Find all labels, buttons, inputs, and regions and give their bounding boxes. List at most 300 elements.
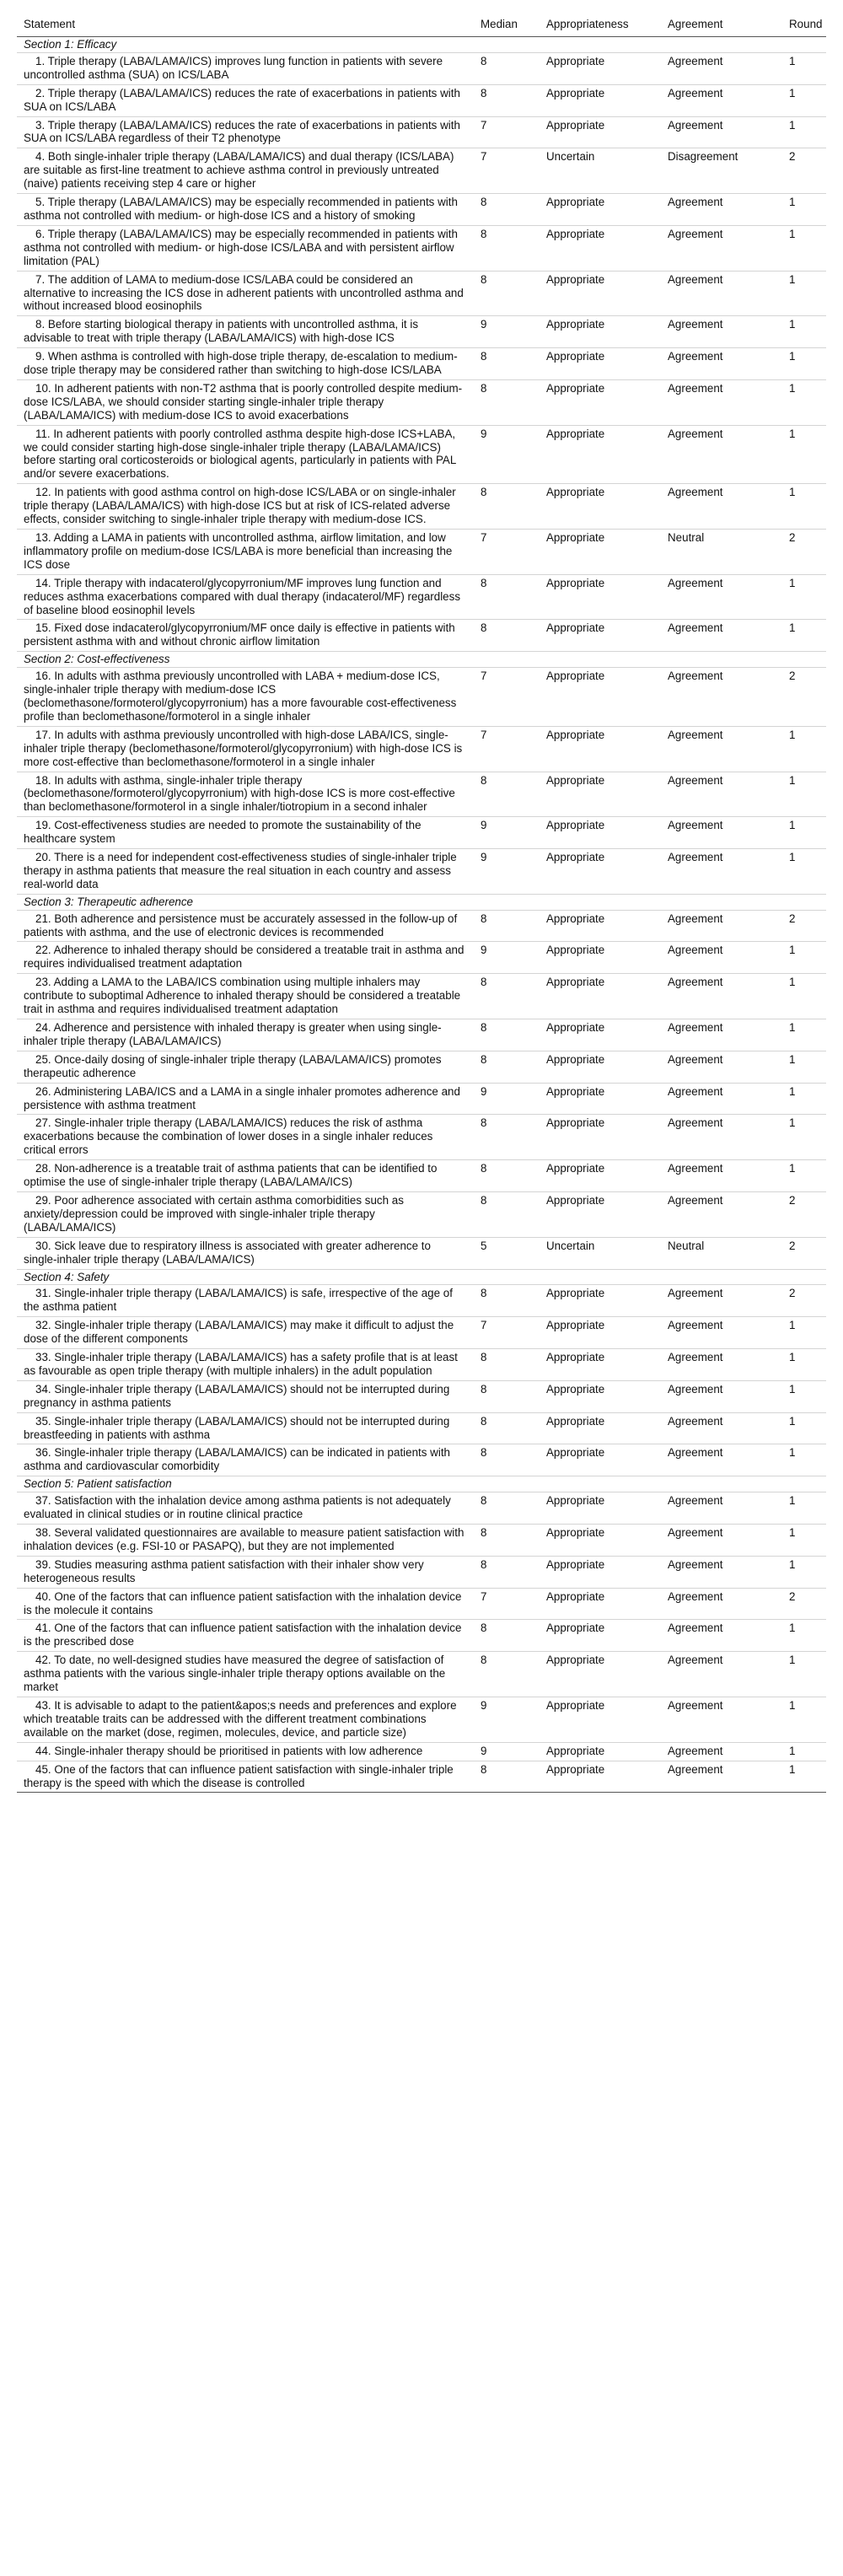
agreement-cell: Neutral [661,530,782,575]
round-cell: 1 [782,1317,826,1349]
statement-cell [17,194,474,226]
table-row [17,620,826,652]
table-row [17,1051,826,1083]
table-row [17,1620,826,1652]
round-cell: 1 [782,379,826,425]
table-row [17,194,826,226]
statement-cell [17,379,474,425]
statement-text: 6. Triple therapy (LABA/LAMA/ICS) may be especially recommended in patients with asthma not controlled with medium- or high-dose ICS/LABA and with persistent airflow limitation (PAL) [24,227,458,267]
agreement-cell: Agreement [661,1444,782,1476]
appropriateness-cell: Appropriate [540,668,661,727]
table-row [17,1349,826,1381]
table-row [17,910,826,942]
statement-cell [17,348,474,380]
table-row [17,148,826,194]
appropriateness-cell: Appropriate [540,574,661,620]
round-cell: 1 [782,1761,826,1793]
median-cell: 7 [474,530,540,575]
agreement-cell: Agreement [661,910,782,942]
statement-text: 17. In adults with asthma previously uncontrolled with high-dose LABA/ICS, single-inhaler triple therapy (beclomethasone/formoterol/glycopyrronium) with high-dose ICS is more cost-effective than beclomethasone/formoterol in a single inhaler [24,728,463,768]
appropriateness-cell: Appropriate [540,849,661,895]
statement-text: 9. When asthma is controlled with high-dose triple therapy, de-escalation to medium-dose triple therapy may be considered rather than switching to high-dose ICS/LABA [24,350,458,377]
median-cell: 8 [474,1349,540,1381]
table-row [17,348,826,380]
statement-cell [17,1525,474,1557]
header-round: Round [782,13,826,37]
statement-text: 3. Triple therapy (LABA/LAMA/ICS) reduces the rate of exacerbations in patients with SUA on ICS/LABA regardless of their T2 phenotype [24,118,460,145]
round-cell: 1 [782,52,826,84]
round-cell: 1 [782,116,826,148]
round-cell: 1 [782,1697,826,1742]
statement-cell [17,1556,474,1588]
agreement-cell: Agreement [661,1285,782,1317]
appropriateness-cell: Appropriate [540,348,661,380]
median-cell: 8 [474,1620,540,1652]
median-cell: 8 [474,620,540,652]
median-cell: 8 [474,225,540,271]
appropriateness-cell: Appropriate [540,1492,661,1525]
agreement-cell: Neutral [661,1237,782,1269]
appropriateness-cell: Appropriate [540,1742,661,1761]
statement-cell [17,1588,474,1620]
round-cell: 1 [782,974,826,1019]
round-cell: 2 [782,1285,826,1317]
statement-cell [17,1761,474,1793]
appropriateness-cell: Appropriate [540,1019,661,1051]
median-cell: 8 [474,84,540,116]
median-cell: 8 [474,52,540,84]
table-body [17,37,826,1793]
consensus-table [17,13,826,1793]
statement-cell [17,225,474,271]
agreement-cell: Agreement [661,484,782,530]
section-row [17,894,826,910]
statement-text: 8. Before starting biological therapy in patients with uncontrolled asthma, it is advisable to treat with triple therapy (LABA/LAMA/ICS) with high-dose ICS [24,318,419,345]
header-statement: Statement [17,13,474,37]
statement-text: 23. Adding a LAMA to the LABA/ICS combination using multiple inhalers may contribute to suboptimal Adherence to inhaled therapy should be considered a treatable trait in asthma and requires individualised treatment adaptation [24,976,461,1016]
round-cell: 2 [782,668,826,727]
agreement-cell: Agreement [661,1620,782,1652]
table-row [17,1237,826,1269]
round-cell: 1 [782,1556,826,1588]
section-row [17,1269,826,1285]
table-row [17,116,826,148]
median-cell: 8 [474,1652,540,1697]
round-cell: 1 [782,772,826,817]
section-title: Section 2: Cost-effectiveness [17,652,826,668]
appropriateness-cell: Appropriate [540,620,661,652]
table-row [17,1019,826,1051]
statement-cell [17,84,474,116]
statement-text: 4. Both single-inhaler triple therapy (LABA/LAMA/ICS) and dual therapy (ICS/LABA) are suitable as first-line treatment to achieve asthma control in previously untreated (naive) patients receiving step 4 care or higher [24,150,454,191]
table-row [17,574,826,620]
statement-text: 39. Studies measuring asthma patient satisfaction with their inhaler show very heterogeneous results [24,1557,424,1584]
statement-text: 33. Single-inhaler triple therapy (LABA/LAMA/ICS) has a safety profile that is at least as favourable as open triple therapy (with multiple inhalers) in the adult population [24,1351,458,1377]
table-row [17,1160,826,1192]
statement-text: 15. Fixed dose indacaterol/glycopyrronium/MF once daily is effective in patients with persistent asthma with and without chronic airflow limitation [24,621,455,648]
median-cell: 8 [474,910,540,942]
table-row [17,484,826,530]
section-row [17,652,826,668]
table-row [17,974,826,1019]
appropriateness-cell: Appropriate [540,817,661,849]
agreement-cell: Agreement [661,1761,782,1793]
appropriateness-cell: Appropriate [540,1444,661,1476]
statement-text: 22. Adherence to inhaled therapy should be considered a treatable trait in asthma and requires individualised treatment adaptation [24,944,464,971]
round-cell: 2 [782,148,826,194]
appropriateness-cell: Appropriate [540,1051,661,1083]
statement-text: 10. In adherent patients with non-T2 asthma that is poorly controlled despite medium-dose ICS/LABA, we should consider starting single-inhaler triple therapy (LABA/LAMA/ICS) with medium-dose ICS to avoid exacerbations [24,381,463,422]
agreement-cell: Agreement [661,1380,782,1412]
median-cell: 8 [474,1191,540,1237]
median-cell: 8 [474,1019,540,1051]
statement-text: 42. To date, no well-designed studies have measured the degree of satisfaction of asthma patients with the various single-inhaler triple therapy options available on the market [24,1654,446,1694]
round-cell: 2 [782,910,826,942]
table-row [17,1761,826,1793]
appropriateness-cell: Appropriate [540,1285,661,1317]
median-cell: 7 [474,668,540,727]
statement-text: 14. Triple therapy with indacaterol/glycopyrronium/MF improves lung function and reduces asthma exacerbations compared with dual therapy (indacaterol/MF) regardless of baseline blood eosinophil levels [24,576,461,616]
statement-cell [17,1380,474,1412]
median-cell: 9 [474,316,540,348]
median-cell: 9 [474,1742,540,1761]
statement-cell [17,1444,474,1476]
statement-text: 11. In adherent patients with poorly controlled asthma despite high-dose ICS+LABA, we could consider starting high-dose single-inhaler triple therapy (LABA/LAMA/ICS) before starting oral corticosteroids or biological agents, particularly in patients with PAL and/or severe exacerbations. [24,427,456,481]
median-cell: 5 [474,1237,540,1269]
statement-text: 40. One of the factors that can influence patient satisfaction with the inhalation device is the molecule it contains [24,1589,462,1616]
appropriateness-cell: Appropriate [540,1525,661,1557]
appropriateness-cell: Appropriate [540,116,661,148]
statement-cell [17,530,474,575]
statement-text: 27. Single-inhaler triple therapy (LABA/LAMA/ICS) reduces the risk of asthma exacerbations because the combination of lower doses in a single inhaler reduces critical errors [24,1116,433,1157]
round-cell: 1 [782,1652,826,1697]
header-appropriateness: Appropriateness [540,13,661,37]
statement-text: 24. Adherence and persistence with inhaled therapy is greater when using single-inhaler triple therapy (LABA/LAMA/ICS) [24,1021,442,1047]
table-row [17,1317,826,1349]
section-title: Section 1: Efficacy [17,37,826,53]
median-cell: 8 [474,348,540,380]
agreement-cell: Agreement [661,1525,782,1557]
appropriateness-cell: Appropriate [540,1317,661,1349]
table-row [17,1697,826,1742]
section-title: Section 3: Therapeutic adherence [17,894,826,910]
statement-text: 35. Single-inhaler triple therapy (LABA/LAMA/ICS) should not be interrupted during breastfeeding in patients with asthma [24,1414,450,1441]
agreement-cell: Agreement [661,668,782,727]
table-row [17,271,826,316]
agreement-cell: Agreement [661,194,782,226]
appropriateness-cell: Appropriate [540,1380,661,1412]
table-row [17,1412,826,1444]
median-cell: 8 [474,1761,540,1793]
table-row [17,1652,826,1697]
round-cell: 1 [782,1380,826,1412]
appropriateness-cell: Appropriate [540,484,661,530]
statement-cell [17,1083,474,1115]
round-cell: 1 [782,942,826,974]
appropriateness-cell: Appropriate [540,772,661,817]
agreement-cell: Agreement [661,1742,782,1761]
statement-cell [17,1349,474,1381]
round-cell: 1 [782,348,826,380]
appropriateness-cell: Appropriate [540,1412,661,1444]
agreement-cell: Agreement [661,316,782,348]
appropriateness-cell: Appropriate [540,942,661,974]
appropriateness-cell: Appropriate [540,84,661,116]
appropriateness-cell: Appropriate [540,52,661,84]
statement-cell [17,620,474,652]
statement-cell [17,484,474,530]
statement-text: 20. There is a need for independent cost-effectiveness studies of single-inhaler triple therapy in asthma patients that measure the real situation in each country and assess real-world data [24,851,457,890]
agreement-cell: Agreement [661,974,782,1019]
statement-cell [17,271,474,316]
section-row [17,37,826,53]
statement-cell [17,1742,474,1761]
table-row [17,1556,826,1588]
statement-text: 34. Single-inhaler triple therapy (LABA/LAMA/ICS) should not be interrupted during pregnancy in asthma patients [24,1382,450,1409]
median-cell: 7 [474,148,540,194]
median-cell: 9 [474,849,540,895]
table-row [17,225,826,271]
round-cell: 1 [782,1349,826,1381]
statement-cell [17,1620,474,1652]
statement-text: 36. Single-inhaler triple therapy (LABA/LAMA/ICS) can be indicated in patients with asthma and cardiovascular comorbidity [24,1446,450,1473]
statement-cell [17,817,474,849]
appropriateness-cell: Appropriate [540,1556,661,1588]
round-cell: 1 [782,1444,826,1476]
appropriateness-cell: Uncertain [540,1237,661,1269]
appropriateness-cell: Appropriate [540,379,661,425]
statement-cell [17,1412,474,1444]
agreement-cell: Agreement [661,1191,782,1237]
statement-text: 37. Satisfaction with the inhalation device among asthma patients is not adequately evaluated in clinical studies or in routine clinical practice [24,1494,451,1521]
statement-text: 25. Once-daily dosing of single-inhaler triple therapy (LABA/LAMA/ICS) promotes therapeutic adherence [24,1052,442,1079]
agreement-cell: Agreement [661,84,782,116]
median-cell: 9 [474,817,540,849]
median-cell: 8 [474,974,540,1019]
statement-cell [17,148,474,194]
agreement-cell: Agreement [661,1019,782,1051]
median-cell: 8 [474,1160,540,1192]
agreement-cell: Agreement [661,425,782,484]
statement-text: 16. In adults with asthma previously uncontrolled with LABA + medium-dose ICS, single-inhaler triple therapy with medium-dose ICS (beclomethasone/formoterol/glycopyrronium) has a more favourable cost-effectiveness profile than beclomethasone/formoterol in a single inhaler [24,670,457,723]
median-cell: 7 [474,1588,540,1620]
round-cell: 1 [782,1160,826,1192]
appropriateness-cell: Appropriate [540,910,661,942]
appropriateness-cell: Appropriate [540,530,661,575]
statement-text: 44. Single-inhaler therapy should be prioritised in patients with low adherence [35,1744,423,1757]
statement-text: 28. Non-adherence is a treatable trait of asthma patients that can be identified to optimise the use of single-inhaler triple therapy (LABA/LAMA/ICS) [24,1162,438,1189]
median-cell: 8 [474,1525,540,1557]
table-row [17,668,826,727]
agreement-cell: Agreement [661,772,782,817]
table-row [17,1285,826,1317]
table-row [17,84,826,116]
median-cell: 8 [474,484,540,530]
round-cell: 1 [782,1620,826,1652]
statement-cell [17,726,474,772]
statement-cell [17,910,474,942]
agreement-cell: Agreement [661,1160,782,1192]
appropriateness-cell: Appropriate [540,1349,661,1381]
agreement-cell: Agreement [661,620,782,652]
table-row [17,1115,826,1160]
statement-cell [17,316,474,348]
round-cell: 1 [782,225,826,271]
statement-cell [17,1051,474,1083]
appropriateness-cell: Appropriate [540,1160,661,1192]
round-cell: 1 [782,1051,826,1083]
agreement-cell: Agreement [661,1412,782,1444]
statement-text: 30. Sick leave due to respiratory illness is associated with greater adherence to single-inhaler triple therapy (LABA/LAMA/ICS) [24,1239,431,1266]
table-header [17,13,826,37]
statement-text: 45. One of the factors that can influence patient satisfaction with single-inhaler triple therapy is the speed with which the disease is controlled [24,1762,454,1789]
table-row [17,1191,826,1237]
agreement-cell: Agreement [661,1115,782,1160]
appropriateness-cell: Appropriate [540,974,661,1019]
agreement-cell: Agreement [661,1492,782,1525]
round-cell: 1 [782,817,826,849]
header-row [17,13,826,37]
median-cell: 9 [474,1697,540,1742]
agreement-cell: Agreement [661,1051,782,1083]
header-agreement: Agreement [661,13,782,37]
statement-cell [17,1652,474,1697]
table-row [17,316,826,348]
appropriateness-cell: Appropriate [540,316,661,348]
appropriateness-cell: Uncertain [540,148,661,194]
appropriateness-cell: Appropriate [540,194,661,226]
round-cell: 1 [782,425,826,484]
statement-cell [17,1160,474,1192]
median-cell: 8 [474,194,540,226]
round-cell: 1 [782,1742,826,1761]
agreement-cell: Agreement [661,116,782,148]
round-cell: 1 [782,271,826,316]
statement-text: 38. Several validated questionnaires are available to measure patient satisfaction with inhalation devices (e.g. FSI-10 or PASAPQ), but they are not implemented [24,1526,464,1552]
median-cell: 7 [474,726,540,772]
appropriateness-cell: Appropriate [540,1115,661,1160]
statement-cell [17,52,474,84]
agreement-cell: Agreement [661,379,782,425]
statement-text: 12. In patients with good asthma control on high-dose ICS/LABA or on single-inhaler triple therapy (LABA/LAMA/ICS) with high-dose ICS but at risk of ICS-related adverse effects, consider switching to single-inhaler triple therapy with medium-dose ICS. [24,486,456,526]
table-row [17,1525,826,1557]
round-cell: 1 [782,1019,826,1051]
statement-text: 13. Adding a LAMA in patients with uncontrolled asthma, airflow limitation, and low inflammatory profile on medium-dose ICS/LABA is more beneficial than increasing the ICS dose [24,531,453,571]
agreement-cell: Disagreement [661,148,782,194]
appropriateness-cell: Appropriate [540,1697,661,1742]
round-cell: 2 [782,1191,826,1237]
median-cell: 8 [474,1115,540,1160]
statement-cell [17,1697,474,1742]
agreement-cell: Agreement [661,225,782,271]
table-row [17,817,826,849]
table-row [17,1380,826,1412]
statement-cell [17,1237,474,1269]
median-cell: 7 [474,1317,540,1349]
median-cell: 8 [474,1051,540,1083]
table-row [17,849,826,895]
median-cell: 8 [474,1380,540,1412]
statement-text: 29. Poor adherence associated with certain asthma comorbidities such as anxiety/depression could be improved with single-inhaler triple therapy (LABA/LAMA/ICS) [24,1193,404,1234]
appropriateness-cell: Appropriate [540,1191,661,1237]
table-row [17,1492,826,1525]
median-cell: 8 [474,1556,540,1588]
table-row [17,530,826,575]
statement-text: 18. In adults with asthma, single-inhaler triple therapy (beclomethasone/formoterol/glycopyrronium) with high-dose ICS is more cost-effective than beclomethasone/formoterol in a single inhaler/tiotropium in a second inhaler [24,773,455,814]
round-cell: 1 [782,316,826,348]
round-cell: 1 [782,574,826,620]
header-median: Median [474,13,540,37]
median-cell: 8 [474,271,540,316]
section-title: Section 5: Patient satisfaction [17,1476,826,1492]
statement-cell [17,1285,474,1317]
round-cell: 2 [782,1588,826,1620]
median-cell: 8 [474,574,540,620]
round-cell: 2 [782,530,826,575]
statement-cell [17,574,474,620]
agreement-cell: Agreement [661,52,782,84]
statement-text: 41. One of the factors that can influence patient satisfaction with the inhalation device is the prescribed dose [24,1621,462,1648]
statement-text: 19. Cost-effectiveness studies are needed to promote the sustainability of the healthcare system [24,819,422,846]
statement-text: 31. Single-inhaler triple therapy (LABA/LAMA/ICS) is safe, irrespective of the age of the asthma patient [24,1287,453,1314]
agreement-cell: Agreement [661,849,782,895]
table-row [17,942,826,974]
statement-text: 32. Single-inhaler triple therapy (LABA/LAMA/ICS) may make it difficult to adjust the dose of the different components [24,1319,454,1346]
table-row [17,425,826,484]
round-cell: 1 [782,484,826,530]
round-cell: 1 [782,1412,826,1444]
median-cell: 8 [474,1285,540,1317]
round-cell: 1 [782,194,826,226]
statement-cell [17,1492,474,1525]
median-cell: 8 [474,379,540,425]
appropriateness-cell: Appropriate [540,425,661,484]
table-row [17,772,826,817]
appropriateness-cell: Appropriate [540,1083,661,1115]
median-cell: 8 [474,1412,540,1444]
round-cell: 1 [782,620,826,652]
statement-cell [17,1115,474,1160]
statement-cell [17,1019,474,1051]
statement-text: 5. Triple therapy (LABA/LAMA/ICS) may be especially recommended in patients with asthma not controlled with medium- or high-dose ICS and a history of smoking [24,196,458,222]
median-cell: 8 [474,772,540,817]
statement-cell [17,849,474,895]
agreement-cell: Agreement [661,726,782,772]
statement-cell [17,668,474,727]
median-cell: 9 [474,425,540,484]
statement-text: 1. Triple therapy (LABA/LAMA/ICS) improves lung function in patients with severe uncontrolled asthma (SUA) on ICS/LABA [24,54,443,81]
section-row [17,1476,826,1492]
appropriateness-cell: Appropriate [540,1761,661,1793]
table-row [17,1444,826,1476]
statement-text: 43. It is advisable to adapt to the patient&apos;s needs and preferences and explore which treatable traits can be addressed with the different treatment combinations available on the market (dose, regimen, molecules, device, and particle size) [24,1698,457,1739]
median-cell: 8 [474,1444,540,1476]
table-row [17,379,826,425]
statement-cell [17,425,474,484]
agreement-cell: Agreement [661,1349,782,1381]
round-cell: 1 [782,1115,826,1160]
appropriateness-cell: Appropriate [540,225,661,271]
appropriateness-cell: Appropriate [540,726,661,772]
appropriateness-cell: Appropriate [540,1588,661,1620]
statement-cell [17,942,474,974]
round-cell: 1 [782,726,826,772]
median-cell: 9 [474,942,540,974]
appropriateness-cell: Appropriate [540,1652,661,1697]
round-cell: 1 [782,84,826,116]
statement-cell [17,772,474,817]
median-cell: 8 [474,1492,540,1525]
